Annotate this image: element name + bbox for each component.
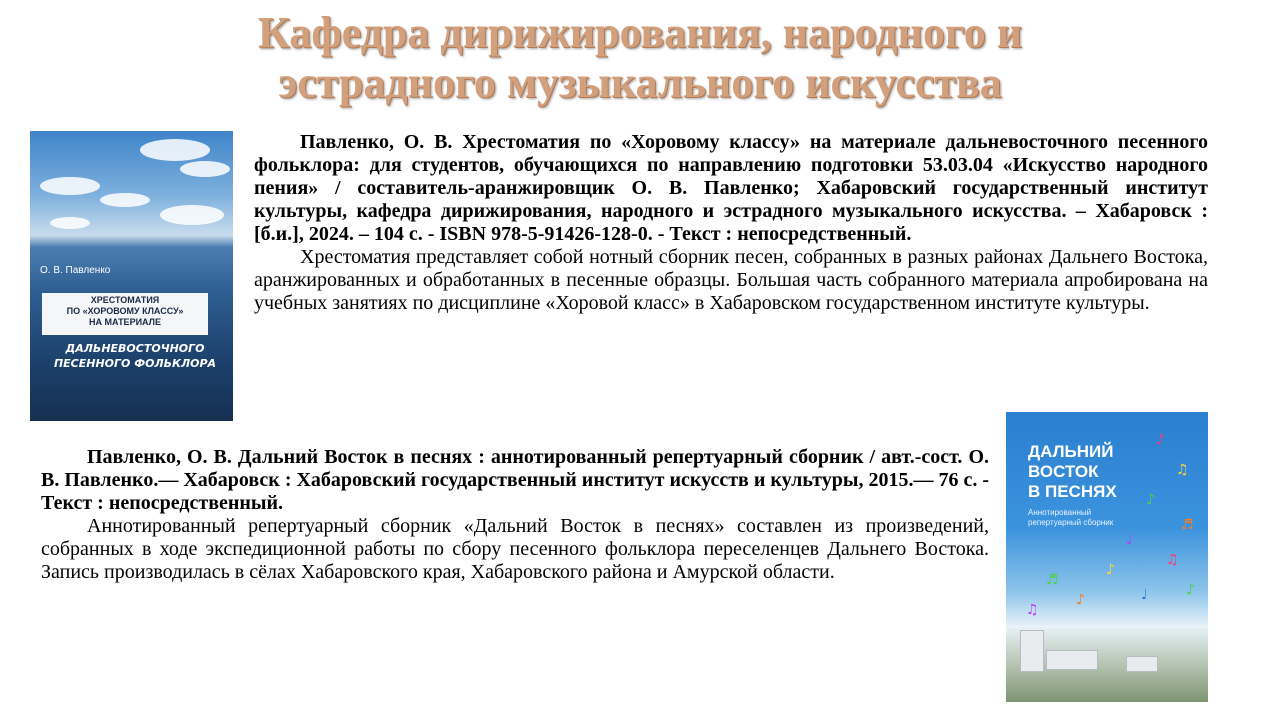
cover2-title-line-2: ВОСТОК bbox=[1028, 462, 1099, 481]
music-note-icon: ♬ bbox=[1046, 572, 1059, 588]
cover-script-line-1: ДАЛЬНЕВОСТОЧНОГО bbox=[65, 342, 205, 355]
music-note-icon: ♪ bbox=[1186, 582, 1195, 598]
cover2-building bbox=[1126, 656, 1158, 672]
book2-description bbox=[41, 446, 989, 584]
cover2-title-line-1: ДАЛЬНИЙ bbox=[1028, 442, 1114, 461]
cover-script-title bbox=[50, 341, 220, 371]
cover2-building bbox=[1046, 650, 1098, 670]
book1-citation: Павленко, О. В. Хрестоматия по «Хоровому классу» на материале дальневосточного песенного фольклора: для студентов, обучающихся по направлению подготовки 53.03.04 «Искусство народного пения» / составитель-аранжировщик О. В. Павленко; Хабаровский государственный институт культуры, кафедра дирижирования, народного и эстрадного музыкального искусства. – Хабаровск : [б.и.], 2024. – 104 с. - ISBN 978-5-91426-128-0. - Текст : непосредственный. bbox=[254, 131, 1208, 245]
music-note-icon: ♫ bbox=[1166, 552, 1179, 568]
music-note-icon: ♪ bbox=[1156, 432, 1165, 448]
book-cover-dalniy-vostok bbox=[1006, 412, 1208, 702]
music-note-icon: ♪ bbox=[1146, 492, 1155, 508]
book1-annotation: Хрестоматия представляет собой нотный сборник песен, собранных в разных районах Дальнего Востока, аранжированных и обработанных в песенные образцы. Большая часть собранного материала апробирована на учебных занятиях по дисциплине «Хоровой класс» в Хабаровском государственном институте культуры. bbox=[254, 246, 1208, 314]
cover-label bbox=[42, 293, 208, 335]
cover2-subtitle-line-1: Аннотированный bbox=[1028, 508, 1092, 517]
music-note-icon: ♩ bbox=[1126, 532, 1133, 548]
cover-author: О. В. Павленко bbox=[40, 265, 111, 276]
cover2-building bbox=[1020, 630, 1044, 672]
music-note-icon: ♬ bbox=[1181, 517, 1194, 533]
slide-title bbox=[0, 8, 1280, 108]
book2-annotation: Аннотированный репертуарный сборник «Дальний Восток в песнях» составлен из произведений, собранных в ходе экспедиционной работы по сбору песенного фольклора переселенцев Дальнего Востока. Запись производилась в сёлах Хабаровского края, Хабаровского района и Амурской области. bbox=[41, 515, 989, 583]
cover2-title-line-3: В ПЕСНЯХ bbox=[1028, 482, 1117, 501]
slide-title-line-1: Кафедра дирижирования, народного и bbox=[257, 8, 1023, 57]
music-note-icon: ♫ bbox=[1176, 462, 1189, 478]
music-note-icon: ♩ bbox=[1141, 587, 1148, 603]
cover2-subtitle bbox=[1028, 508, 1113, 528]
cover-script-line-2: ПЕСЕННОГО ФОЛЬКЛОРА bbox=[53, 357, 217, 370]
cover2-title bbox=[1028, 442, 1117, 502]
book1-description bbox=[254, 131, 1208, 315]
cover-label-line-1: ХРЕСТОМАТИЯ bbox=[90, 295, 160, 305]
book2-citation: Павленко, О. В. Дальний Восток в песнях : аннотированный репертуарный сборник / авт.-сост. О. В. Павленко.— Хабаровск : Хабаровский государственный институт искусств и культуры, 2015.— 76 с. - Текст : непосредственный. bbox=[41, 446, 989, 514]
cover2-subtitle-line-2: репертуарный сборник bbox=[1028, 518, 1114, 527]
cover-label-line-2: ПО «ХОРОВОМУ КЛАССУ» bbox=[66, 306, 184, 316]
music-note-icon: ♪ bbox=[1076, 592, 1085, 608]
music-note-icon: ♫ bbox=[1026, 602, 1039, 618]
music-note-icon: ♪ bbox=[1106, 562, 1115, 578]
book-cover-khrestomatiya bbox=[30, 131, 233, 421]
slide-title-line-2: эстрадного музыкального искусства bbox=[278, 58, 1002, 107]
cover-label-line-3: НА МАТЕРИАЛЕ bbox=[89, 317, 161, 327]
